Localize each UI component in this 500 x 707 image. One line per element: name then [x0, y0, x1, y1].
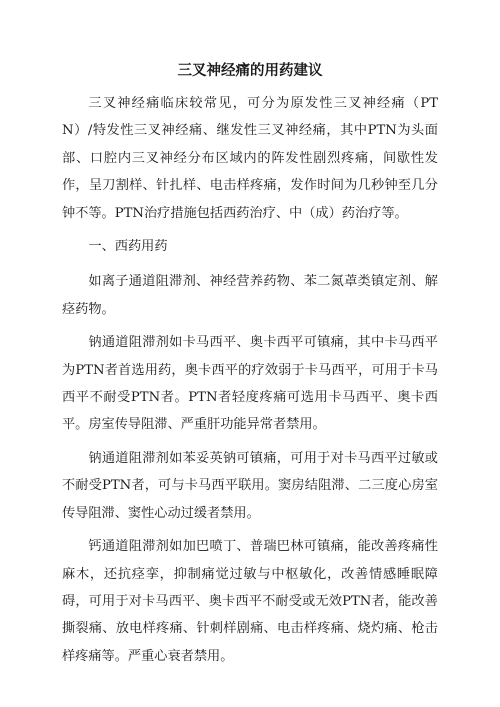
- phenytoin-paragraph: 钠通道阻滞剂如苯妥英钠可镇痛，可用于对卡马西平过敏或不耐受PTN者，可与卡马西平联用。窦房结阻滞、二三度心房室传导阻滞、窦性心动过缓者禁用。: [62, 450, 438, 521]
- drug-overview-paragraph: 如离子通道阻滞剂、神经营养药物、苯二氮䓬类镇定剂、解痉药物。: [62, 274, 438, 317]
- intro-paragraph: 三叉神经痛临床较常见，可分为原发性三叉神经痛（PTN）/特发性三叉神经痛、继发性三叉神经痛，其中PTN为头面部、口腔内三叉神经分布区域内的阵发性剧烈疼痛，间歇性发作，呈刀割样、针扎样、电击样疼痛，发作时间为几秒钟至几分钟不等。PTN治疗措施包括西药治疗、中（成）药治疗等。: [62, 96, 438, 221]
- section-heading-western-medicine: 一、西药用药: [88, 239, 168, 255]
- calcium-channel-paragraph: 钙通道阻滞剂如加巴喷丁、普瑞巴林可镇痛，能改善疼痛性麻木，还抗痉挛，抑制痛觉过敏与中枢敏化，改善情感睡眠障碍，可用于对卡马西平、奥卡西平不耐受或无效PTN者，能改善撕裂痛、放电样疼痛、针刺样剧痛、电击样疼痛、烧灼痛、枪击样疼痛等。严重心衰者禁用。: [62, 539, 438, 664]
- sodium-channel-paragraph: 钠通道阻滞剂如卡马西平、奥卡西平可镇痛，其中卡马西平为PTN者首选用药，奥卡西平的疗效弱于卡马西平，可用于卡马西平不耐受PTN者。PTN者轻度疼痛可选用卡马西平、奥卡西平。房室传导阻滞、严重肝功能异常者禁用。: [62, 335, 438, 433]
- document-title: 三叉神经痛的用药建议: [177, 62, 323, 79]
